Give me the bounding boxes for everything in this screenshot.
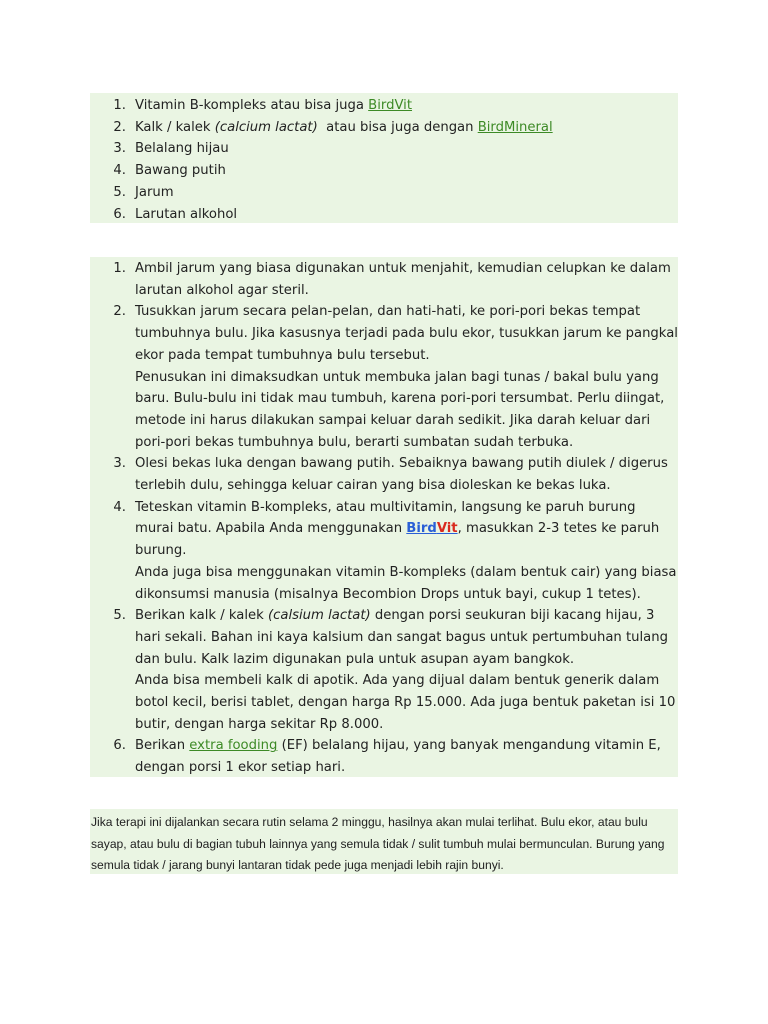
steps-list (90, 257, 678, 779)
step-note: Penusukan ini dimaksudkan untuk membuka jalan bagi tunas / bakal bulu yang baru. Bulu-bulu ini tidak mau tumbuh, karena pori-pori tersumbat. Perlu diingat, metode ini harus dilakukan sampai keluar darah sedikit. Jika darah keluar dari pori-pori bekas tumbuhnya bulu, berarti sumbatan sudah terbuka. (135, 369, 665, 450)
step-item-4: 4. Teteskan vitamin B-kompleks, atau multivitamin, langsung ke paruh burung murai batu. Apabila Anda menggunakan BirdVit, masukkan 2-3 tetes ke paruh burung. Anda juga bisa menggunakan vitamin B-kompleks (dalam bentuk cair) yang biasa dikonsumsi manusia (misalnya Becombion Drops untuk bayi, cukup 1 tetes). (90, 497, 678, 606)
step-item-2: 2. Tusukkan jarum secara pelan-pelan, dan hati-hati, ke pori-pori bekas tempat tumbuhnya bulu. Jika kasusnya terjadi pada bulu ekor, tusukkan jarum ke pangkal ekor pada tempat tumbuhnya bulu tersebut. Penusukan ini dimaksudkan untuk membuka jalan bagi tunas / bakal bulu yang baru. Bulu-bulu ini tidak mau tumbuh, karena pori-pori tersumbat. Perlu diingat, metode ini harus dilakukan sampai keluar darah sedikit. Jika darah keluar dari pori-pori bekas tumbuhnya bulu, berarti sumbatan sudah terbuka. (90, 301, 678, 453)
list-item: 1. Vitamin B-kompleks atau bisa juga BirdVit (113, 98, 413, 113)
extra-fooding-link[interactable]: extra fooding (189, 738, 278, 754)
birdvit-link[interactable]: BirdVit (368, 98, 413, 113)
materials-list-block (90, 93, 678, 223)
conclusion-paragraph: Jika terapi ini dijalankan secara rutin selama 2 minggu, hasilnya akan mulai terlihat. Bulu ekor, atau bulu sayap, atau bulu di bagian tubuh lainnya yang semula tidak / sulit tumbuh mulai bermunculan. Burung yang semula tidak / jarang bunyi lantaran tidak pede juga menjadi lebih rajin bunyi. (91, 815, 665, 872)
step-item-3: 3. Olesi bekas luka dengan bawang putih. Sebaiknya bawang putih diulek / digerus terlebih dulu, sehingga keluar cairan yang bisa dioleskan ke bekas luka. (113, 456, 668, 494)
list-item: 5. Jarum (113, 184, 174, 200)
step-note: Anda bisa membeli kalk di apotik. Ada yang dijual dalam bentuk generik dalam botol kecil, berisi tablet, dengan harga Rp 15.000. Ada juga bentuk paketan isi 10 butir, dengan harga sekitar Rp 8.000. (135, 673, 676, 732)
birdvit-brand-link[interactable]: BirdVit (406, 521, 458, 537)
list-item: 3. Belalang hijau (113, 141, 229, 157)
list-item: 6. Larutan alkohol (113, 206, 238, 222)
list-item: 2. Kalk / kalek (calcium lactat) atau bisa juga dengan BirdMineral (113, 119, 553, 135)
birdmineral-link[interactable]: BirdMineral (477, 119, 553, 135)
list-item: 4. Bawang putih (113, 163, 226, 179)
step-item-6: 6. Berikan extra fooding (EF) belalang hijau, yang banyak mengandung vitamin E, dengan porsi 1 ekor setiap hari. (113, 738, 661, 776)
materials-list (90, 93, 678, 225)
conclusion-block (90, 809, 678, 874)
step-item-5: 5. Berikan kalk / kalek (calsium lactat) dengan porsi seukuran biji kacang hijau, 3 hari sekali. Bahan ini kaya kalsium dan sangat bagus untuk pertumbuhan tulang dan bulu. Kalk lazim digunakan pula untuk asupan ayam bangkok. Anda bisa membeli kalk di apotik. Ada yang dijual dalam bentuk generik dalam botol kecil, berisi tablet, dengan harga Rp 15.000. Ada juga bentuk paketan isi 10 butir, dengan harga sekitar Rp 8.000. (90, 605, 678, 735)
steps-list-block (90, 257, 678, 777)
step-item-1: 1. Ambil jarum yang biasa digunakan untuk menjahit, kemudian celupkan ke dalam larutan alkohol agar steril. (113, 261, 671, 298)
step-note: Anda juga bisa menggunakan vitamin B-kompleks (dalam bentuk cair) yang biasa dikonsumsi manusia (misalnya Becombion Drops untuk bayi, cukup 1 tetes). (135, 564, 677, 602)
